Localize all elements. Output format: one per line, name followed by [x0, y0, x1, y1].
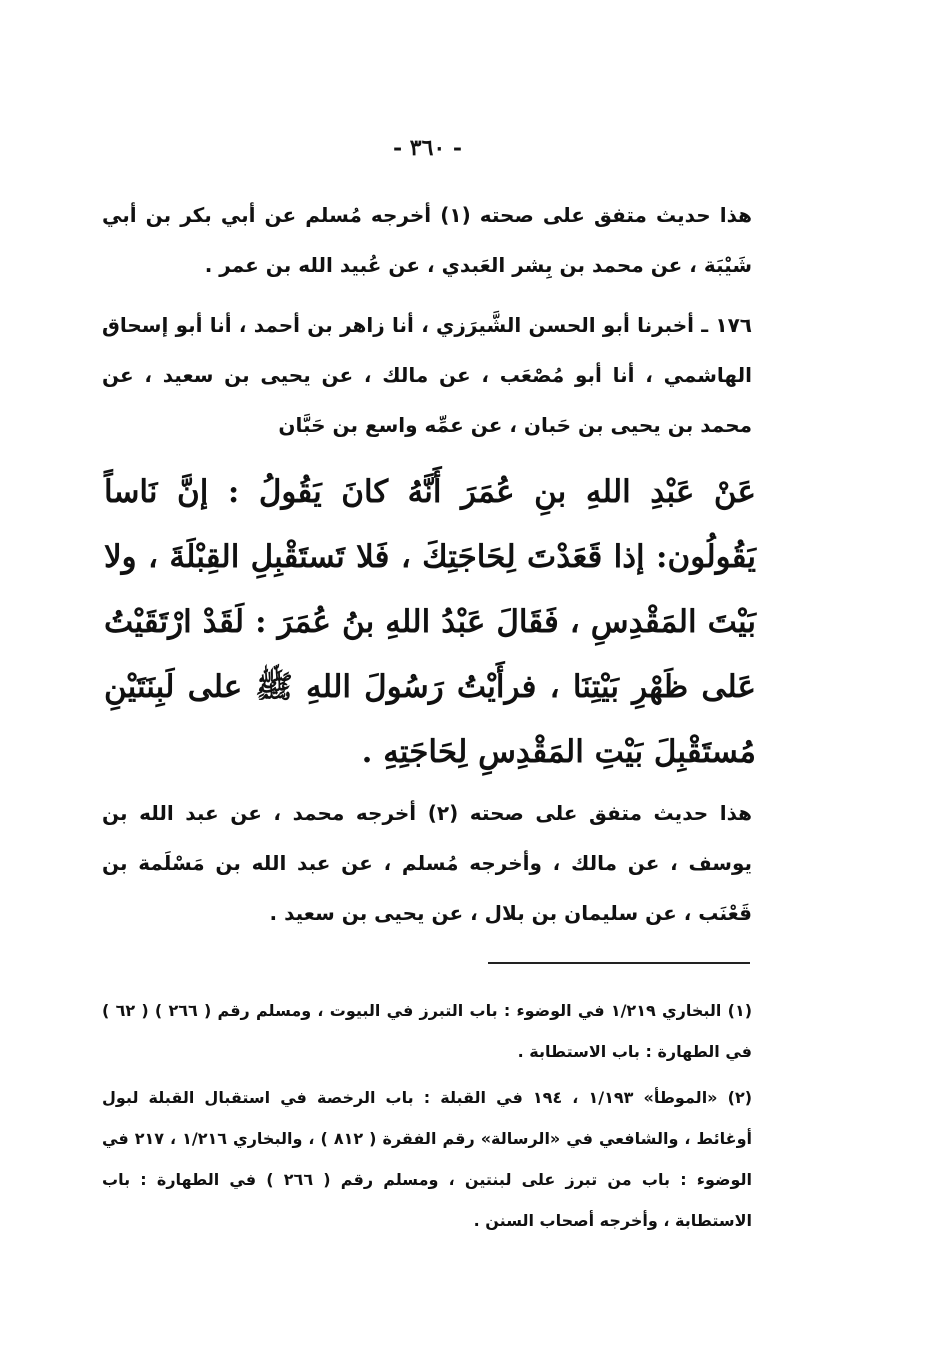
paragraph-hadith-176-commentary: هذا حديث متفق على صحته (٢) أخرجه محمد ، عن عبد الله بن يوسف ، عن مالك ، وأخرجه مُسلم ، عن عبد الله بن مَسْلَمة بن قَعْنَب ، عن سليمان بن بلال ، عن يحيى بن سعيد . — [102, 801, 752, 925]
footnote-2: (٢) «الموطأ» ١/١٩٣ ، ١٩٤ في القبلة : باب الرخصة في استقبال القبلة لبول أوغائط ، والشافعي في «الرسالة» رقم الفقرة ( ٨١٢ ) ، والبخاري ١/٢١٦ ، ٢١٧ في الوضوء : باب من تبرز على لبنتين ، ومسلم رقم ( ٢٦٦ ) في الطهارة : باب الاستطابة ، وأخرجه أصحاب السنن . — [102, 1088, 753, 1230]
footnote-1: (١) البخاري ١/٢١٩ في الوضوء : باب التبرز في البيوت ، ومسلم رقم ( ٢٦٦ ) ( ٦٢ ) في الطهارة : باب الاستطابة . — [102, 1001, 753, 1061]
hadith-text: عَنْ عَبْدِ اللهِ بنِ عُمَرَ أَنَّهُ كانَ يَقُولُ : إنَّ نَاساً يَقُولُون: إذا قَعَدْتَ لِحَاجَتِكَ ، فَلا تَستَقْبِلِ القِبْلَةَ ، ولا بَيْتَ المَقْدِسِ ، فَقَالَ عَبْدُ اللهِ بنُ عُمَرَ : لَقَدْ ارْتَقَيْتُ عَلى ظَهْرِ بَيْتِنَا ، فرأَيْتُ رَسُولَ اللهِ ﷺ على لَبِنَتَيْنِ مُستَقْبِلَ بَيْتِ المَقْدِسِ لِحَاجَتِهِ . — [104, 474, 756, 770]
paragraph-hadith-176-chain: ١٧٦ ـ أخبرنا أبو الحسن الشَّيرَزي ، أنا زاهر بن أحمد ، أنا أبو إسحاق الهاشمي ، أنا أبو مُصْعَب ، عن مالك ، عن يحيى بن سعيد ، عن محمد بن يحيى بن حَبان ، عن عمِّه واسع بن حَبَّان — [102, 313, 752, 437]
footnote-divider — [488, 962, 750, 964]
page-number: - ٣٦٠ - — [392, 135, 463, 161]
paragraph-hadith-175-commentary: هذا حديث متفق على صحته (١) أخرجه مُسلم عن أبي بكر بن أبي شَيْبَة ، عن محمد بن بِشر العَبدي ، عن عُبيد الله بن عمر . — [102, 203, 752, 277]
